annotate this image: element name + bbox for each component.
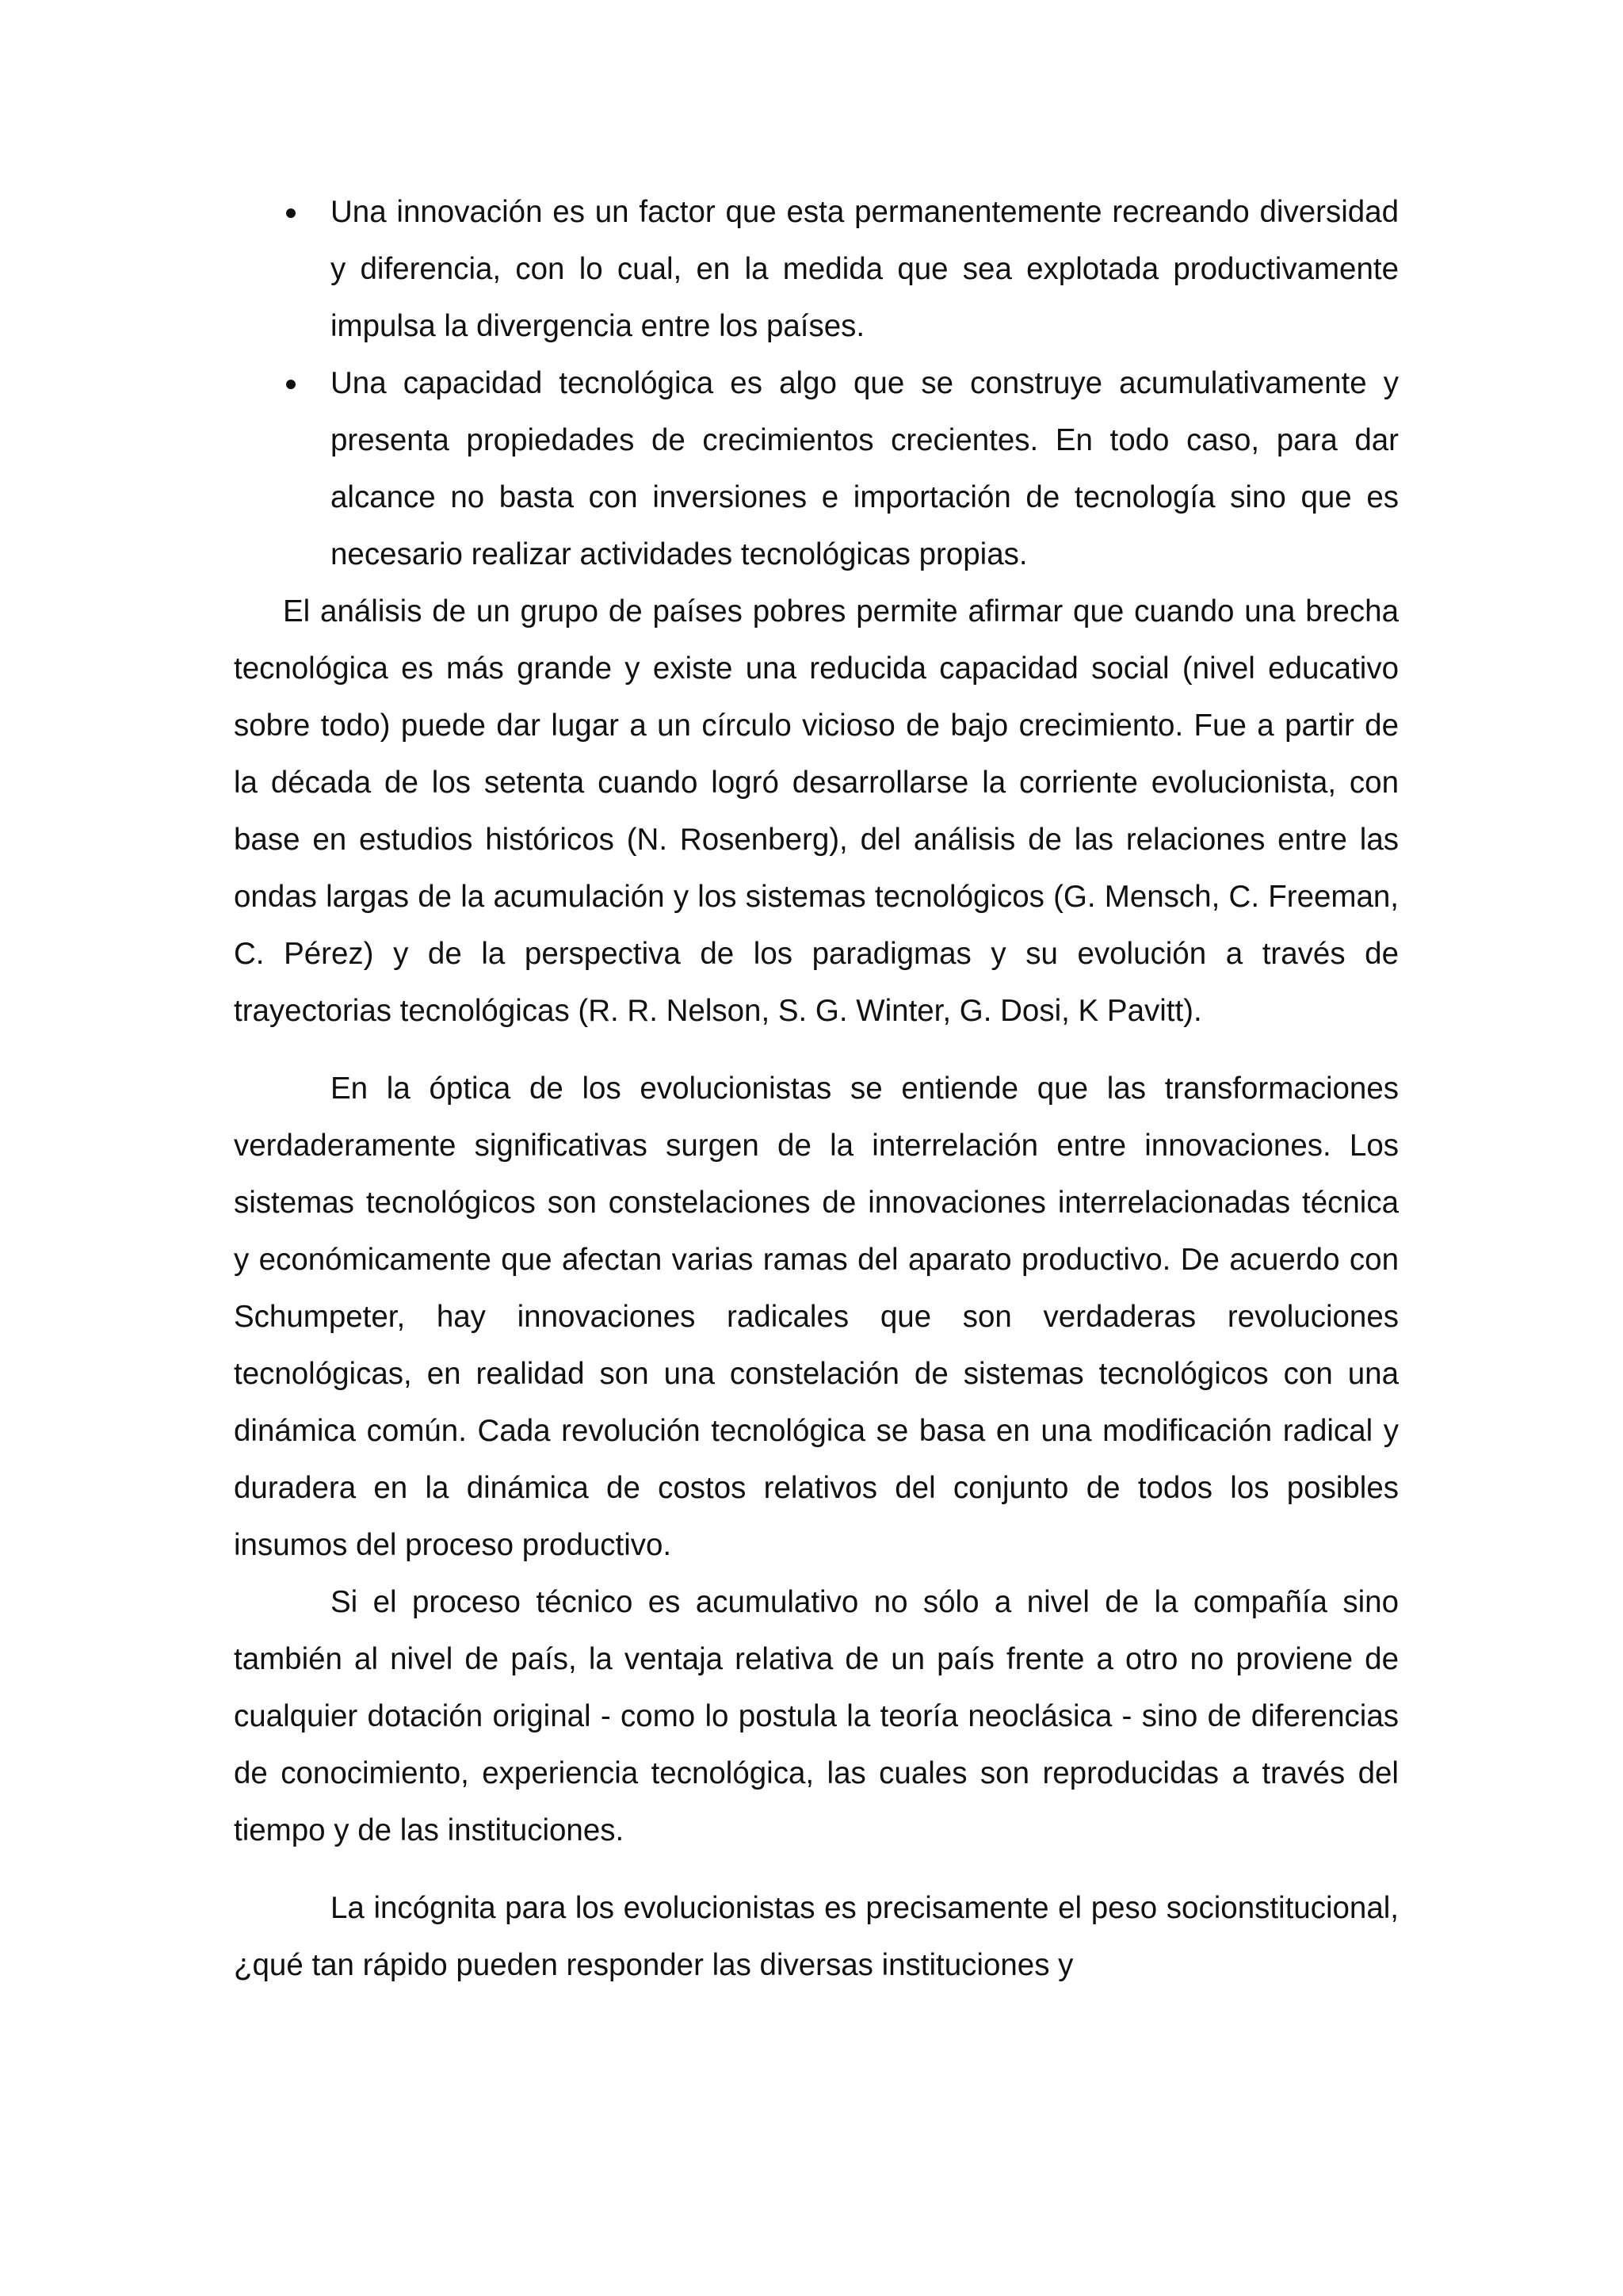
bullet-text: Una capacidad tecnológica es algo que se construye acumulativamente y presenta propiedades de crecimientos crecientes. En todo caso, para dar alcance no basta con inversiones e importación de tecnología sino que es necesario realizar actividades tecnológicas propias. — [330, 366, 1399, 571]
bullet-item — [234, 184, 1399, 355]
document-body — [234, 184, 1399, 1994]
bullet-list — [234, 184, 1399, 583]
bullet-item — [234, 355, 1399, 583]
paragraph: Si el proceso técnico es acumulativo no sólo a nivel de la compañía sino también al nivel de país, la ventaja relativa de un país frente a otro no proviene de cualquier dotación original - como lo postula la teoría neoclásica - sino de diferencias de conocimiento, experiencia tecnológica, las cuales son reproducidas a través del tiempo y de las instituciones. — [234, 1585, 1399, 1847]
paragraph: La incógnita para los evolucionistas es precisamente el peso socionstitucional, ¿qué tan rápido pueden responder las diversas instituciones y — [234, 1891, 1399, 1982]
paragraph: En la óptica de los evolucionistas se entiende que las transformaciones verdaderamente significativas surgen de la interrelación entre innovaciones. Los sistemas tecnológicos son constelaciones de innovaciones interrelacionadas técnica y económicamente que afectan varias ramas del aparato productivo. De acuerdo con Schumpeter, hay innovaciones radicales que son verdaderas revoluciones tecnológicas, en realidad son una constelación de sistemas tecnológicos con una dinámica común. Cada revolución tecnológica se basa en una modificación radical y duradera en la dinámica de costos relativos del conjunto de todos los posibles insumos del proceso productivo. — [234, 1072, 1399, 1562]
bullet-icon — [286, 380, 296, 389]
paragraph: El análisis de un grupo de países pobres permite afirmar que cuando una brecha tecnológica es más grande y existe una reducida capacidad social (nivel educativo sobre todo) puede dar lugar a un círculo vicioso de bajo crecimiento. Fue a partir de la década de los setenta cuando logró desarrollarse la corriente evolucionista, con base en estudios históricos (N. Rosenberg), del análisis de las relaciones entre las ondas largas de la acumulación y los sistemas tecnológicos (G. Mensch, C. Freeman, C. Pérez) y de la perspectiva de los paradigmas y su evolución a través de trayectorias tecnológicas (R. R. Nelson, S. G. Winter, G. Dosi, K Pavitt). — [234, 594, 1399, 1028]
bullet-icon — [286, 208, 296, 218]
bullet-text: Una innovación es un factor que esta permanentemente recreando diversidad y diferencia, con lo cual, en la medida que sea explotada productivamente impulsa la divergencia entre los países. — [330, 195, 1399, 343]
